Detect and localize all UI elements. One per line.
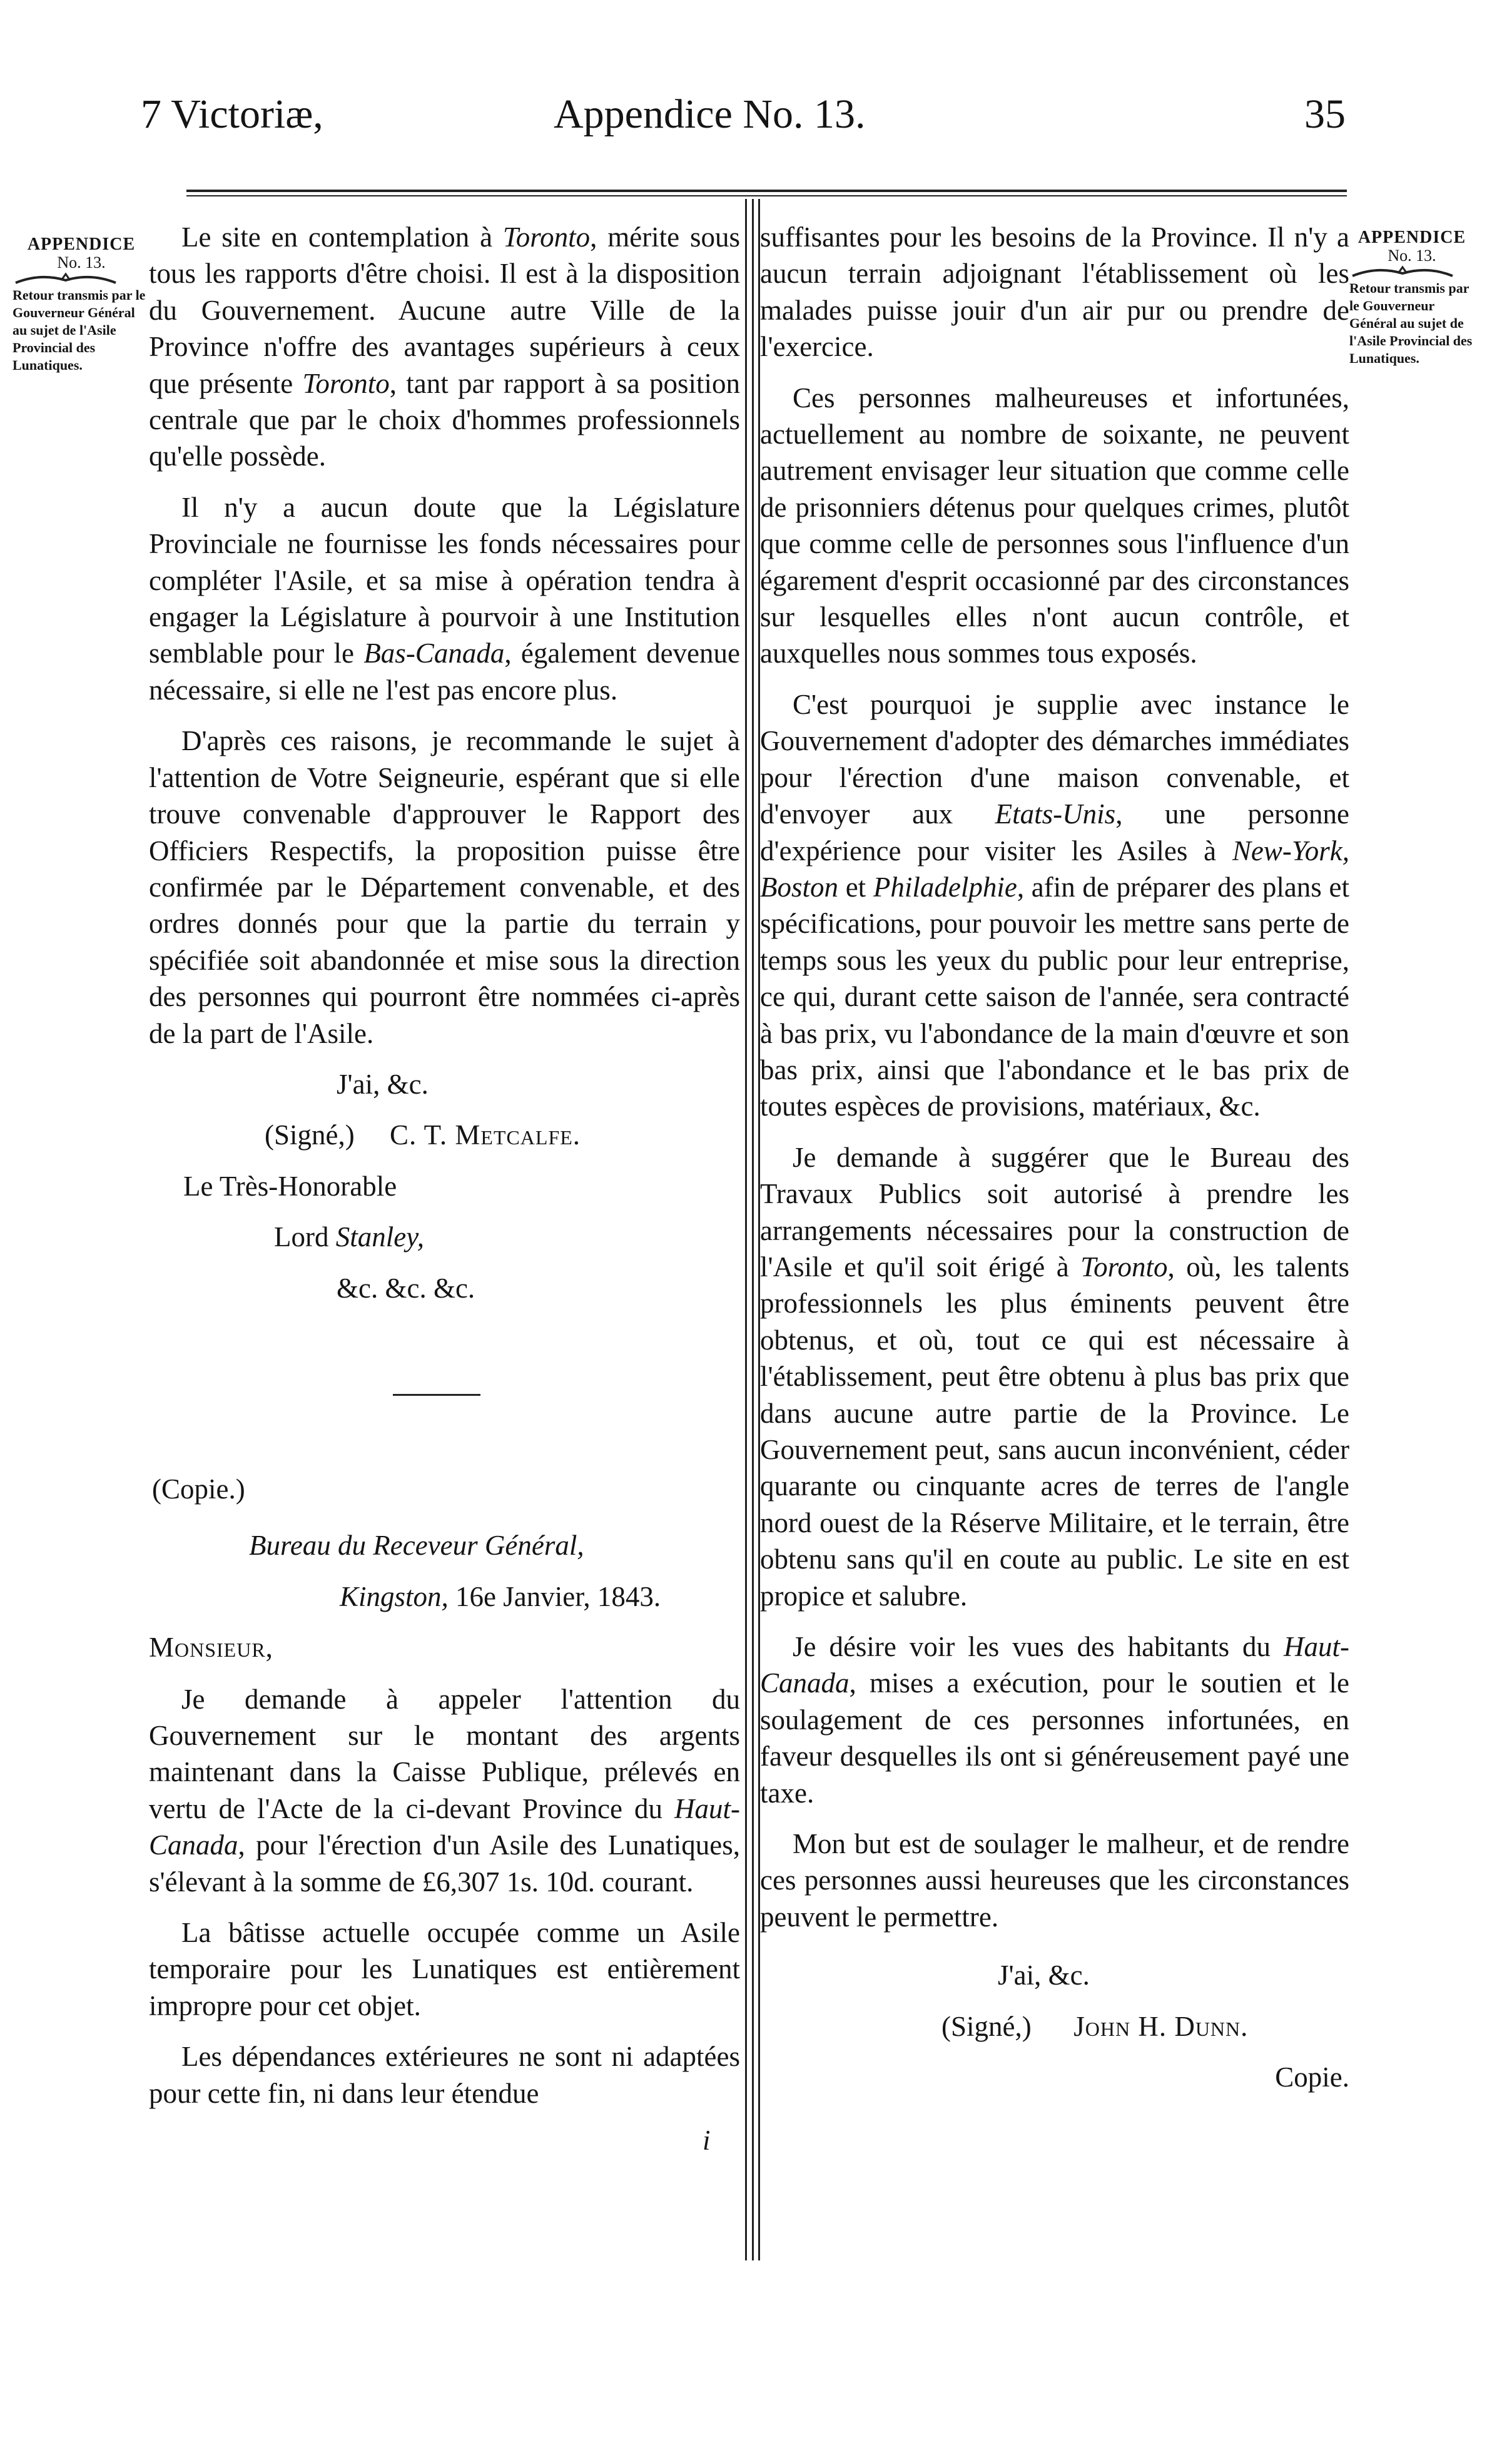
margin-note-text: Retour transmis par le Gouverneur Général au sujet de l'Asile Provincial des Lunatiques.	[1349, 280, 1473, 366]
margin-note-number: No. 13.	[57, 253, 106, 272]
paragraph	[149, 219, 740, 475]
text-run: , mérite sous tous les rapports d'être choisi. Il est à la disposition du Gouvernement. Aucune autre Ville de la Province n'offre des avantages supérieurs à ceux que présente	[149, 221, 740, 399]
office-line	[149, 1527, 740, 1563]
place-name: Kingston,	[340, 1580, 449, 1612]
addressee-line: Le Très-Honorable	[183, 1170, 397, 1202]
place-name: Etats-Unis	[995, 798, 1116, 830]
addressee-name: Stanley,	[335, 1221, 424, 1253]
office-name: Bureau du Receveur Général,	[249, 1530, 584, 1562]
page-number: 35	[1304, 91, 1346, 137]
copy-label: (Copie.)	[152, 1473, 245, 1505]
closing: J'ai, &c.	[337, 1068, 429, 1100]
left-column	[149, 219, 740, 2173]
place-name: Toronto	[502, 221, 591, 253]
paragraph	[760, 686, 1349, 1125]
place-name: New-York, Boston	[760, 835, 1349, 903]
text-run: Je demande à suggérer que le Bureau des Travaux Publics soit autorisé à prendre les arrangements nécessaires pour la construction de l'Asile et qu'il soit érigé à	[760, 1141, 1349, 1283]
place-name: Toronto	[1080, 1251, 1168, 1283]
column-divider	[752, 199, 754, 2260]
text-run: C'est pourquoi je supplie avec instance le Gouvernement d'adopter des démarches immédiates pour l'érection d'une maison convenable, et d'envoyer aux	[760, 688, 1349, 830]
place-name: Haut-Canada	[149, 1792, 740, 1861]
dateline	[149, 1578, 740, 1615]
margin-note-right	[1349, 228, 1474, 367]
paragraph: Ces personnes malheureuses et infortunées, actuellement au nombre de soixante, ne peuvent autrement envisager leur situation que comme celle de prisonniers détenus pour quelques crimes, plutôt que comme celle de personnes sous l'influence d'un égarement d'esprit occasionné par des circonstances sur lesquelles elles n'ont aucun contrôle, et auxquelles nous sommes tous exposés.	[760, 382, 1349, 669]
addressee-line: &c. &c. &c.	[337, 1272, 475, 1304]
paragraph: Les dépendances extérieures ne sont ni adaptées pour cette fin, ni dans leur étendue	[149, 2041, 740, 2109]
place-name: Toronto	[302, 367, 390, 399]
text-run: , afin de préparer des plans et spécifications, pour pouvoir les mettre sans perte de temps sous les yeux du public pour leur entreprise, ce qui, durant cette saison de l'année, sera contracté à bas prix, vu l'abondance de la main d'œuvre et son bas prix, ainsi que l'abondance et le bas prix de toutes espèces de provisions, matériaux, &c.	[760, 871, 1349, 1122]
signature-mark	[149, 2122, 740, 2158]
signatory-name: John H. Dunn.	[1073, 2010, 1249, 2042]
running-head-center: Appendice No. 13.	[554, 91, 866, 137]
text-run: et	[838, 871, 873, 903]
margin-note-number: No. 13.	[1388, 247, 1436, 265]
text-run: Je demande à appeler l'attention du Gouvernement sur le montant des argents maintenant dans la Caisse Publique, prélevés en vertu de l'Acte de la ci-devant Province du	[149, 1683, 740, 1824]
header-rule	[186, 190, 1347, 192]
paragraph: suffisantes pour les besoins de la Province. Il n'y a aucun terrain adjoignant l'établissement où les malades puisse jouir d'un air pur ou prendre de l'exercice.	[760, 221, 1349, 363]
paragraph	[149, 489, 740, 708]
text-run: , où, les talents professionnels les plus éminents peuvent être obtenus, et où, tout ce qui est nécessaire à l'établissement, peut être obtenu à plus bas prix que dans aucune autre partie de la Province. Le Gouvernement peut, sans aucun inconvénient, céder quarante ou cinquante acres de terres de l'angle nord ouest de la Réserve Militaire, et le terrain, être obtenu sans qu'il en coute au public. Le site en est propice et salubre.	[760, 1251, 1349, 1612]
signature-line	[149, 1117, 740, 1153]
running-head-left: 7 Victoriæ,	[141, 91, 323, 137]
signature-letter: i	[703, 2125, 711, 2157]
text-run: Le site en contemplation à	[181, 221, 503, 253]
paragraph: Mon but est de soulager le malheur, et de rendre ces personnes aussi heureuses que les circonstances peuvent le permettre.	[760, 1828, 1349, 1933]
salutation: Monsieur,	[149, 1632, 273, 1664]
flourish-icon	[1349, 265, 1456, 280]
right-column	[760, 219, 1349, 2110]
margin-note-title: APPENDICE	[27, 235, 136, 254]
place-name: Philadelphie	[873, 871, 1017, 903]
text-run: , mises a exécution, pour le soutien et le soulagement de ces personnes infortunées, en faveur desquelles ils ont si généreusement payé une taxe.	[760, 1667, 1349, 1809]
closing: J'ai, &c.	[998, 1960, 1090, 1991]
text-run: , tant par rapport à sa position centrale que par le choix d'hommes professionnels qu'elle possède.	[149, 367, 740, 472]
margin-note-text: Retour transmis par le Gouverneur Général au sujet de l'Asile Provincial des Lunatiques.	[13, 287, 146, 373]
paragraph: D'après ces raisons, je recommande le sujet à l'attention de Votre Seigneurie, espérant que si elle trouve convenable d'approuver le Rapport des Officiers Respectifs, la proposition puisse être confirmée par le Département convenable, et des ordres donnés pour que la partie du terrain y spécifiée soit abandonnée et mise sous la direction des personnes qui pourront être nommées ci-après de la part de l'Asile.	[149, 725, 740, 1049]
text-run: Je désire voir les vues des habitants du	[793, 1631, 1284, 1663]
margin-note-left	[13, 235, 150, 374]
place-name: Bas-Canada	[363, 638, 505, 669]
paragraph	[760, 1139, 1349, 1614]
margin-note-title: APPENDICE	[1357, 228, 1466, 247]
signed-label: (Signé,)	[941, 2010, 1032, 2042]
date: 16e Janvier, 1843.	[455, 1580, 661, 1612]
signed-label: (Signé,)	[265, 1119, 355, 1151]
signatory-name: C. T. Metcalfe.	[389, 1119, 581, 1151]
text-run: Il n'y a aucun doute que la Législature Provinciale ne fournisse les fonds nécessaires pour compléter l'Asile, et sa mise à opération tendra à engager la Législature à pourvoir à une Institution semblable pour le	[149, 491, 740, 669]
text-run: , également devenue nécessaire, si elle ne l'est pas encore plus.	[149, 638, 740, 706]
copy-mark: Copie.	[1275, 2061, 1349, 2093]
flourish-icon	[13, 272, 119, 287]
addressee-line	[149, 1219, 740, 1255]
paragraph	[149, 1681, 740, 1900]
header-rule-thin	[186, 195, 1347, 196]
column-divider	[745, 199, 747, 2260]
text-run: , pour l'érection d'un Asile des Lunatiques, s'élevant à la somme de £6,307 1s. 10d. courant.	[149, 1829, 740, 1898]
signature-line	[760, 2008, 1349, 2045]
text-run: , une personne d'expérience pour visiter les Asiles à	[760, 798, 1350, 867]
paragraph: La bâtisse actuelle occupée comme un Asile temporaire pour les Lunatiques est entièrement impropre pour cet objet.	[149, 1917, 740, 2021]
paragraph	[760, 1629, 1349, 1811]
section-divider	[393, 1394, 480, 1396]
text-run: Lord	[274, 1221, 336, 1253]
place-name: Haut-Canada	[760, 1631, 1349, 1699]
